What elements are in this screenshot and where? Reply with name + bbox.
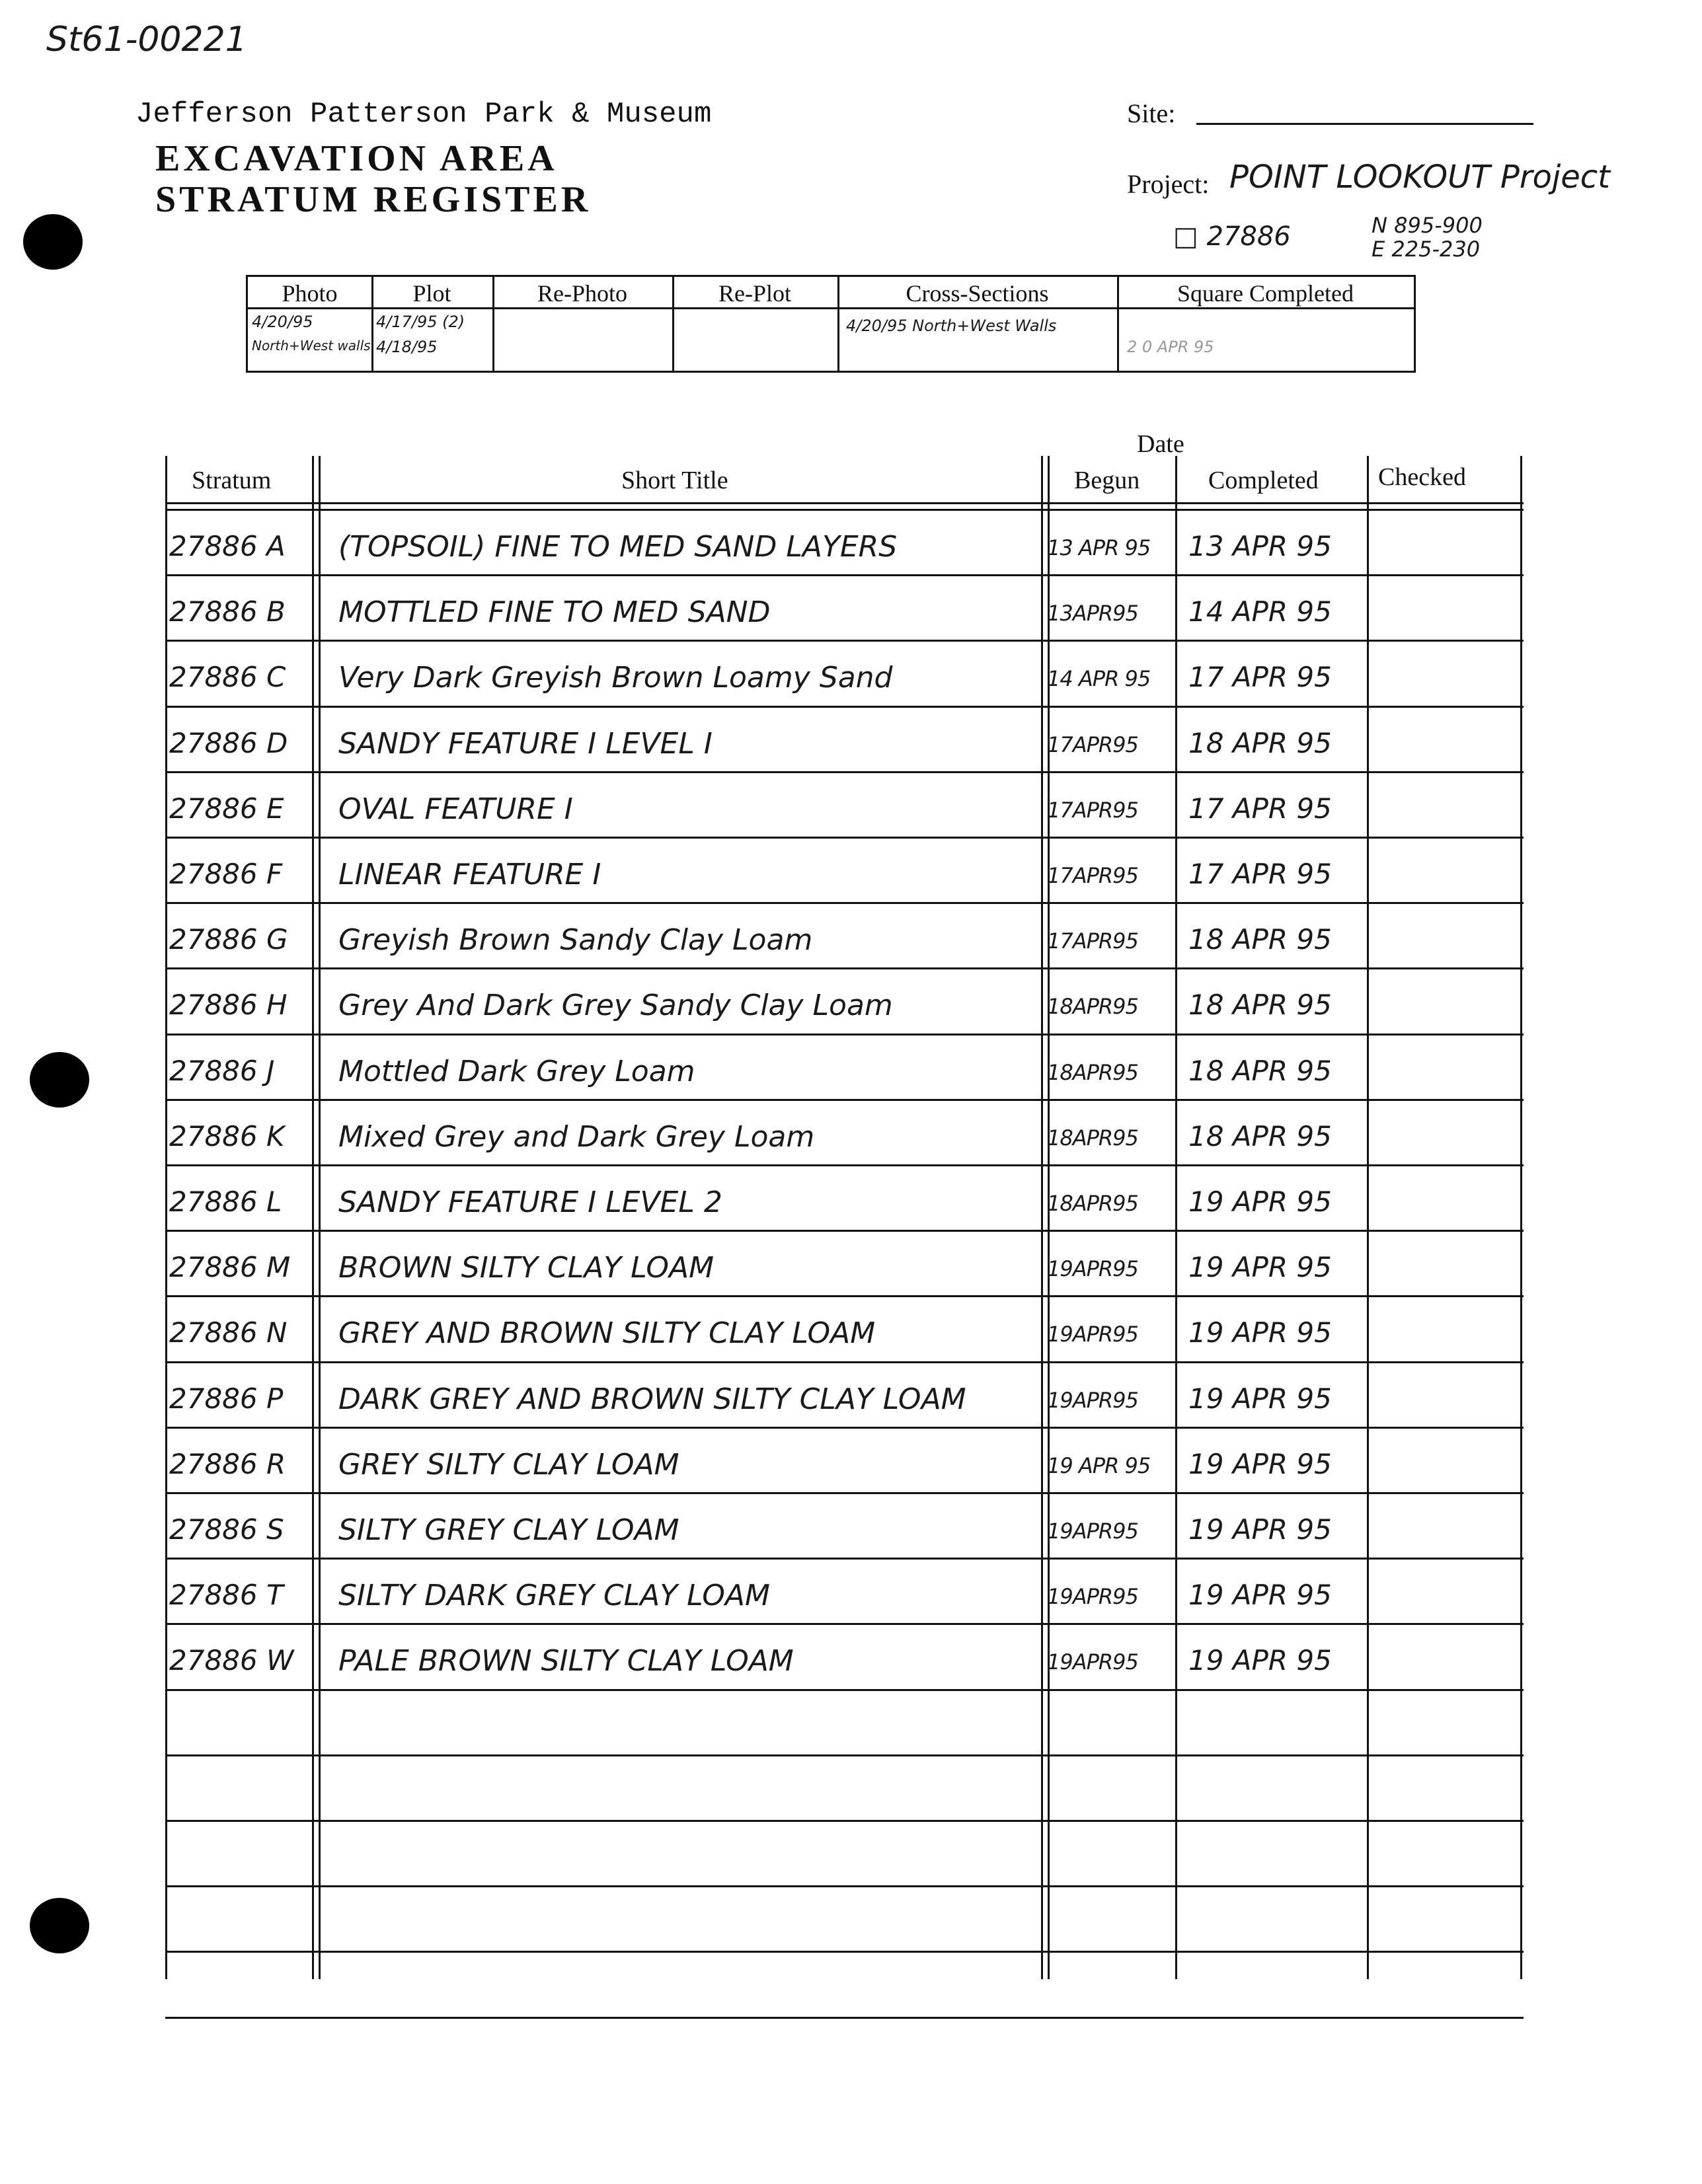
form-title-line1: EXCAVATION AREA [155,138,558,179]
short-title-cell: DARK GREY AND BROWN SILTY CLAY LOAM [338,1382,966,1416]
completed-date-cell: 18 APR 95 [1188,923,1332,956]
date-group-label: Date [1137,430,1184,458]
stratum-cell: 27886 C [169,661,286,694]
institution-name: Jefferson Patterson Park & Museum [135,98,712,131]
table-divider [165,502,1524,504]
begun-date-cell: 19APR95 [1047,1322,1138,1347]
stratum-cell: 27886 H [169,989,288,1022]
stratum-cell: 27886 L [169,1186,282,1218]
column-divider [1041,456,1043,1979]
row-divider [165,1754,1524,1756]
row-divider [165,2017,1524,2019]
header-completed: Completed [1208,467,1319,494]
site-field [1196,123,1533,125]
row-divider [165,1230,1524,1232]
header-photo: Photo [282,280,338,307]
header-begun: Begun [1074,467,1140,494]
stratum-cell: 27886 B [169,595,286,628]
square-number: □ 27886 [1173,221,1291,252]
completed-date-cell: 17 APR 95 [1188,661,1332,694]
row-divider [165,1820,1524,1822]
header-stratum: Stratum [192,467,272,494]
begun-date-cell: 18APR95 [1047,1059,1138,1085]
stratum-cell: 27886 N [169,1316,288,1349]
begun-date-cell: 13 APR 95 [1047,535,1151,560]
short-title-cell: Greyish Brown Sandy Clay Loam [338,923,813,958]
stratum-cell: 27886 F [169,858,283,890]
begun-date-cell: 19APR95 [1047,1649,1138,1675]
begun-date-cell: 18APR95 [1047,1125,1138,1150]
header-square-completed: Square Completed [1177,280,1354,307]
stratum-cell: 27886 R [169,1447,286,1480]
row-divider [165,1689,1524,1691]
header-cross-sections: Cross-Sections [906,280,1049,307]
begun-date-cell: 18APR95 [1047,1191,1138,1216]
column-divider [319,456,321,1979]
completed-date-cell: 19 APR 95 [1188,1644,1332,1677]
row-divider [165,1558,1524,1560]
row-divider [165,574,1524,576]
row-divider [165,1361,1524,1363]
begun-date-cell: 17APR95 [1047,797,1138,823]
stratum-register-table [165,430,1524,1979]
row-divider [165,1099,1524,1101]
short-title-cell: (TOPSOIL) FINE TO MED SAND LAYERS [338,530,898,564]
completed-date-cell: 18 APR 95 [1188,989,1332,1022]
summary-table [246,275,1416,373]
stratum-cell: 27886 T [169,1579,284,1612]
form-title-line2: STRATUM REGISTER [155,179,592,220]
short-title-cell: PALE BROWN SILTY CLAY LOAM [338,1644,794,1678]
short-title-cell: MOTTLED FINE TO MED SAND [338,595,771,630]
short-title-cell: SILTY GREY CLAY LOAM [338,1513,679,1547]
stratum-cell: 27886 M [169,1251,291,1284]
begun-date-cell: 14 APR 95 [1047,666,1151,692]
short-title-cell: GREY SILTY CLAY LOAM [338,1447,679,1482]
completed-date-cell: 19 APR 95 [1188,1513,1332,1546]
column-divider [312,456,314,1979]
short-title-cell: GREY AND BROWN SILTY CLAY LOAM [338,1316,876,1351]
completed-date-cell: 18 APR 95 [1188,1119,1332,1152]
row-divider [165,771,1524,773]
row-divider [165,1623,1524,1625]
binder-hole [30,1052,89,1108]
begun-date-cell: 19APR95 [1047,1387,1138,1413]
row-divider [165,640,1524,642]
begun-date-cell: 18APR95 [1047,994,1138,1020]
short-title-cell: OVAL FEATURE I [338,792,573,826]
short-title-cell: Grey And Dark Grey Sandy Clay Loam [338,989,893,1023]
stratum-cell: 27886 E [169,792,284,825]
begun-date-cell: 19APR95 [1047,1256,1138,1282]
stratum-cell: 27886 K [169,1119,285,1152]
completed-date-cell: 19 APR 95 [1188,1447,1332,1480]
square-completed-value: 2 0 APR 95 [1127,338,1214,356]
short-title-cell: SANDY FEATURE I LEVEL I [338,726,713,761]
row-divider [165,706,1524,708]
header-plot: Plot [412,280,451,307]
short-title-cell: Mixed Grey and Dark Grey Loam [338,1119,815,1154]
begun-date-cell: 17APR95 [1047,863,1138,888]
begun-date-cell: 17APR95 [1047,928,1138,954]
plot-date-1: 4/17/95 (2) [376,313,465,331]
document-id: St61-00221 [46,20,247,59]
header-checked: Checked [1378,463,1466,491]
row-divider [165,837,1524,839]
coordinate-east: E 225-230 [1372,237,1481,262]
cross-sections-value: 4/20/95 North+West Walls [846,317,1057,335]
short-title-cell: BROWN SILTY CLAY LOAM [338,1251,715,1285]
completed-date-cell: 19 APR 95 [1188,1579,1332,1612]
stratum-cell: 27886 J [169,1054,275,1087]
header-short-title: Short Title [621,467,728,494]
project-label: Project: [1127,169,1210,199]
site-label: Site: [1127,98,1176,128]
row-divider [165,902,1524,904]
stratum-cell: 27886 P [169,1382,284,1415]
column-divider [1520,456,1522,1979]
plot-date-2: 4/18/95 [376,338,438,356]
completed-date-cell: 17 APR 95 [1188,858,1332,890]
column-divider [1175,456,1177,1979]
row-divider [165,967,1524,969]
short-title-cell: SILTY DARK GREY CLAY LOAM [338,1579,770,1613]
begun-date-cell: 19APR95 [1047,1584,1138,1610]
begun-date-cell: 13APR95 [1047,601,1138,626]
completed-date-cell: 13 APR 95 [1188,530,1332,562]
table-divider [248,307,1414,309]
stratum-cell: 27886 W [169,1644,294,1677]
row-divider [165,1427,1524,1429]
completed-date-cell: 19 APR 95 [1188,1316,1332,1349]
completed-date-cell: 19 APR 95 [1188,1186,1332,1218]
short-title-cell: LINEAR FEATURE I [338,858,601,891]
short-title-cell: Mottled Dark Grey Loam [338,1054,695,1088]
completed-date-cell: 17 APR 95 [1188,792,1332,825]
short-title-cell: Very Dark Greyish Brown Loamy Sand [338,661,893,695]
header-replot: Re-Plot [718,280,791,307]
project-value: POINT LOOKOUT Project [1229,159,1610,196]
begun-date-cell: 19APR95 [1047,1519,1138,1544]
begun-date-cell: 19 APR 95 [1047,1452,1151,1478]
stratum-cell: 27886 G [169,923,288,956]
completed-date-cell: 19 APR 95 [1188,1382,1332,1415]
binder-hole [23,214,83,270]
row-divider [165,1492,1524,1494]
photo-date: 4/20/95 [252,313,313,331]
row-divider [165,1295,1524,1297]
column-divider [165,456,167,1979]
completed-date-cell: 18 APR 95 [1188,1054,1332,1087]
completed-date-cell: 14 APR 95 [1188,595,1332,628]
coordinate-north: N 895-900 [1372,213,1483,238]
row-divider [165,1034,1524,1036]
binder-hole [30,1898,89,1953]
header-rephoto: Re-Photo [537,280,627,307]
completed-date-cell: 18 APR 95 [1188,726,1332,759]
stratum-cell: 27886 S [169,1513,284,1546]
stratum-cell: 27886 D [169,726,288,759]
completed-date-cell: 19 APR 95 [1188,1251,1332,1284]
column-divider [1367,456,1369,1979]
row-divider [165,1951,1524,1953]
stratum-cell: 27886 A [169,530,286,562]
row-divider [165,1164,1524,1166]
row-divider [165,1885,1524,1887]
photo-note: North+West walls [252,338,371,354]
table-divider [165,509,1524,511]
short-title-cell: SANDY FEATURE I LEVEL 2 [338,1186,722,1219]
begun-date-cell: 17APR95 [1047,732,1138,757]
